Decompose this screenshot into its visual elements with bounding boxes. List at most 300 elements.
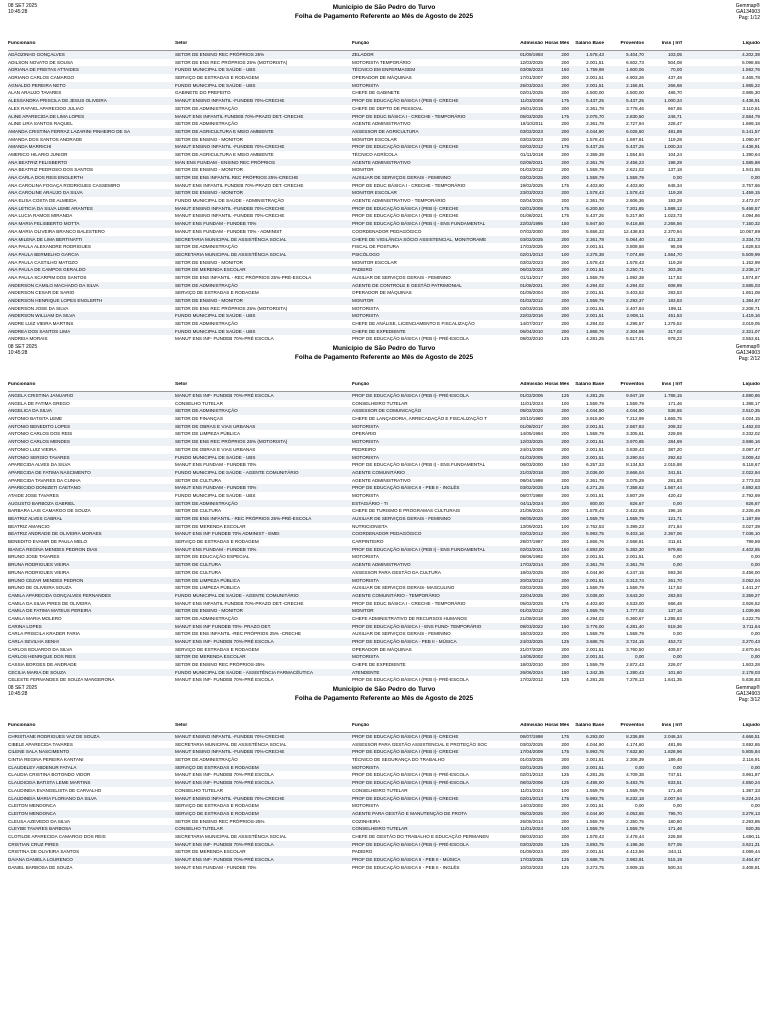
earnings: 4.247,15 bbox=[626, 569, 644, 575]
role: MONITOR bbox=[352, 608, 374, 614]
base-salary: 2.001,51 bbox=[586, 75, 604, 81]
employee-name: ALEX RAFAEL APARECIDO JULIAO bbox=[8, 105, 84, 111]
admission-date: 01/02/2012 bbox=[520, 298, 543, 303]
hours-month: 200 bbox=[561, 757, 569, 763]
inss-irrf: 1.788,15 bbox=[664, 393, 682, 398]
admission-date: 04/11/2024 bbox=[520, 500, 543, 506]
inss-irrf: 70,00 bbox=[670, 67, 682, 73]
employee-name: ATAIDE JOSE TAVARES bbox=[8, 492, 59, 498]
earnings: 2.156,91 bbox=[626, 82, 644, 88]
net-pay: 1.387,33 bbox=[742, 787, 760, 793]
base-salary: 2.001,51 bbox=[586, 423, 604, 429]
role: CONSELHEIRO TUTELAR bbox=[352, 826, 408, 832]
col-setor: Setor bbox=[175, 382, 188, 387]
sector: SETOR DE CULTURA bbox=[175, 569, 222, 575]
sector: MANUT ENS INF- FUNDEB 70%-PRÉ ESCOLA bbox=[175, 393, 274, 398]
employee-name: CARLOS EDUARDO DA SILVA bbox=[8, 646, 73, 652]
sector: MANUT ENS FUNDAM - FUNDEB 70% bbox=[175, 485, 257, 491]
sector: MANUT ENS INF- FUNDEB 70%-PRÉ ESCOLA bbox=[175, 639, 274, 644]
sector: FUNDO MUNICIPAL DE SAÚDE - UBS bbox=[175, 82, 256, 88]
table-row bbox=[8, 400, 760, 408]
admission-date: 05/02/2025 bbox=[520, 810, 543, 816]
inss-irrf: 519,36 bbox=[667, 623, 682, 629]
earnings: 1.554,84 bbox=[626, 151, 644, 157]
admission-date: 17/03/2025 bbox=[520, 244, 543, 250]
sector: MANUT ENSINO INFANTIL -FUNDEB 70%-CRECHE bbox=[175, 749, 285, 755]
role: PROF DE EDUCAÇÃO BÁSICA I - ENS FUND- TEMPORÁRIO bbox=[352, 623, 482, 629]
net-pay: 5.141,57 bbox=[742, 128, 760, 134]
earnings: 5.437,25 bbox=[626, 98, 644, 104]
admission-date: 01/11/2018 bbox=[520, 151, 543, 157]
hours-month: 100 bbox=[561, 523, 569, 529]
base-salary: 1.759,98 bbox=[586, 67, 604, 73]
admission-date: 02/01/2013 bbox=[520, 795, 543, 801]
inss-irrf: 196,16 bbox=[667, 508, 682, 514]
admission-date: 01/09/1993 bbox=[520, 52, 543, 57]
employee-name: ANA PAULA ALEXANDRE RODRIGUES bbox=[8, 244, 91, 250]
hours-month: 200 bbox=[561, 516, 569, 521]
inss-irrf: 420,42 bbox=[667, 492, 682, 498]
earnings: 2.293,37 bbox=[626, 298, 644, 303]
admission-date: 26/06/2024 bbox=[520, 669, 543, 675]
employee-name: ANA LETICIA DA SILVA LEME ARANTES bbox=[8, 205, 93, 211]
earnings: 1.578,43 bbox=[626, 190, 644, 196]
table-row bbox=[8, 825, 760, 833]
base-salary: 5.993,75 bbox=[586, 749, 604, 755]
employee-name: ANA BEATRIZ PEDROSO DOS SANTOS bbox=[8, 167, 94, 173]
admission-date: 12/03/2025 bbox=[520, 439, 543, 445]
role: CHEFE DE ANÁLISE, LICENCIAMENTO E FISCALIZAÇÃO bbox=[352, 321, 475, 327]
earnings: 8.134,53 bbox=[626, 462, 644, 468]
table-row bbox=[8, 653, 760, 661]
table-row bbox=[8, 756, 760, 764]
sector: SETOR DE MERENDA ESCOLAR bbox=[175, 267, 246, 273]
table-row bbox=[8, 205, 760, 213]
employee-name: ANA PAULA SCARPIM DOS SANTOS bbox=[8, 274, 87, 280]
table-row bbox=[8, 407, 760, 415]
table-row bbox=[8, 182, 760, 190]
sector: SETOR DE ADMINISTRAÇÃO bbox=[175, 282, 238, 288]
role: PROF DE EDUCAÇÃO BÁSICA II - PEB II - INGLÊS bbox=[352, 485, 460, 491]
earnings: 3.909,15 bbox=[626, 864, 644, 870]
sector: MANUT ENS FUNDAM - FUNDEB 70% bbox=[175, 462, 257, 468]
net-pay: 1.388,17 bbox=[742, 400, 760, 406]
earnings: 7.074,69 bbox=[626, 251, 644, 257]
hours-month: 150 bbox=[561, 623, 569, 629]
earnings: 4.295,57 bbox=[626, 321, 644, 327]
net-pay: 3.510,35 bbox=[742, 408, 760, 414]
earnings: 9.947,19 bbox=[626, 393, 644, 398]
employee-name: CARLA SEVILHA SENHI bbox=[8, 639, 59, 644]
employee-name: ALINE LIRA SANTOS RAQUEL bbox=[8, 121, 73, 127]
earnings: 5.382,30 bbox=[626, 546, 644, 552]
inss-irrf: 431,33 bbox=[667, 236, 682, 242]
col-funcionario: Funcionário bbox=[8, 382, 36, 387]
base-salary: 4.281,25 bbox=[586, 393, 604, 398]
table-row bbox=[8, 189, 760, 197]
sector: MANUT ENS INFANTIL FUNDEB 70%-PRAZO DET.-CRECHE bbox=[175, 182, 304, 188]
inss-irrf: 1.641,35 bbox=[664, 677, 682, 682]
employee-name: ANGELA DE FATIMA GREGO bbox=[8, 400, 70, 406]
role: TÉCNICO DE SEGURANÇA DO TRABALHO bbox=[352, 757, 445, 763]
net-pay: 3.408,81 bbox=[742, 864, 760, 870]
base-salary: 2.001,51 bbox=[586, 803, 604, 809]
base-salary: 2.001,51 bbox=[586, 59, 604, 65]
base-salary: 1.866,76 bbox=[586, 539, 604, 545]
role: CHEFE DE EXPEDIENTE bbox=[352, 662, 406, 668]
role: ESTAGIÁRIO - TI bbox=[352, 500, 388, 506]
table-row bbox=[8, 569, 760, 577]
admission-date: 03/02/2025 bbox=[520, 485, 543, 491]
col-funcao: Função bbox=[352, 41, 370, 46]
base-salary: 2.001,51 bbox=[586, 305, 604, 311]
base-salary: 3.273,75 bbox=[586, 864, 604, 870]
table-row bbox=[8, 243, 760, 251]
base-salary: 2.001,51 bbox=[586, 267, 604, 273]
table-row bbox=[8, 66, 760, 74]
net-pay: 2.022,94 bbox=[742, 469, 760, 475]
employee-name: BRUNO DE OLIVEIRA SOUZA bbox=[8, 585, 72, 591]
base-salary: 2.001,51 bbox=[586, 446, 604, 452]
net-pay: 10.067,89 bbox=[739, 228, 760, 234]
inss-irrf: 292,62 bbox=[667, 454, 682, 460]
hours-month: 125 bbox=[561, 485, 569, 491]
role: AUXILIAR DE SERVIÇOS GERAIS - FEMININO bbox=[352, 631, 451, 637]
employee-name: CARLA PRISCILA KRADER FARIA bbox=[8, 631, 80, 637]
sector: SETOR DE ENS INFANTIL -REC PRÓPRIOS 25% -CRECHE bbox=[175, 631, 302, 637]
net-pay: 4.892,63 bbox=[742, 485, 760, 491]
earnings: 9.416,88 bbox=[626, 221, 644, 227]
net-pay: 1.585,88 bbox=[742, 159, 760, 165]
employee-name: CRISTINA DE OLIVEIRA SANTOS bbox=[8, 849, 80, 855]
table-body bbox=[8, 51, 760, 341]
system-info bbox=[736, 3, 760, 21]
earnings: 7.358,62 bbox=[626, 485, 644, 491]
admission-date: 18/02/2025 bbox=[520, 569, 543, 575]
employee-name: CLEUSA AZEVEDO DA SILVA bbox=[8, 818, 71, 824]
table-row bbox=[8, 113, 760, 121]
employee-name: CAMILA DA SILVA PIRES DE OLIVEIRA bbox=[8, 600, 91, 606]
role: CHEFE DE EXPEDIENTE bbox=[352, 328, 406, 334]
employee-name: BEATRIZ AMANCIO bbox=[8, 523, 50, 529]
hours-month: 200 bbox=[561, 82, 569, 88]
employee-name: APARECIDA ALVES DA SILVA bbox=[8, 462, 71, 468]
earnings: 1.559,79 bbox=[626, 787, 644, 793]
base-salary: 2.001,51 bbox=[586, 654, 604, 660]
employee-name: ANDERSON JOSE DA SILVA bbox=[8, 305, 69, 311]
inss-irrf: 593,36 bbox=[667, 569, 682, 575]
hours-month: 125 bbox=[561, 336, 569, 341]
role: TÉCNICO EM ENFERMAGEM bbox=[352, 67, 416, 73]
page-header bbox=[0, 682, 768, 722]
sector: SERVIÇO DE ESTRADAS E RODAGEM bbox=[175, 803, 259, 809]
admission-date: 26/05/2014 bbox=[520, 818, 543, 824]
base-salary: 5.993,75 bbox=[586, 795, 604, 801]
base-salary: 1.559,79 bbox=[586, 298, 604, 303]
earnings: 2.872,43 bbox=[626, 662, 644, 668]
hours-month: 200 bbox=[561, 190, 569, 196]
table-row bbox=[8, 282, 760, 290]
employee-name: DANIEL BARBOSA DE SOUZA bbox=[8, 864, 73, 870]
role: AGENTE ADMINISTRATIVO bbox=[352, 121, 411, 127]
hours-month: 200 bbox=[561, 554, 569, 560]
table-row bbox=[8, 212, 760, 220]
hours-month: 150 bbox=[561, 546, 569, 552]
inss-irrf: 0,00 bbox=[673, 554, 682, 560]
net-pay: 4.890,86 bbox=[742, 393, 760, 398]
net-pay: 3.278,13 bbox=[742, 810, 760, 816]
sector: SETOR DE ADMINISTRAÇÃO bbox=[175, 121, 238, 127]
col-proventos: Proventos bbox=[620, 723, 644, 728]
admission-date: 11/03/2008 bbox=[520, 98, 543, 104]
inss-irrf: 453,72 bbox=[667, 639, 682, 644]
hours-month: 175 bbox=[561, 213, 569, 219]
earnings: 4.281,40 bbox=[626, 623, 644, 629]
earnings: 3.724,15 bbox=[626, 639, 644, 644]
hours-month: 200 bbox=[561, 282, 569, 288]
sector: MANUT ENS INF FUNDEB 70%- PRAZO DET. bbox=[175, 623, 272, 629]
sector: MAN ENS FUNDAM - ENSINO REC PRÓPRIOS bbox=[175, 159, 276, 165]
sector: SETOR DE CULTURA bbox=[175, 508, 222, 514]
hours-month: 175 bbox=[561, 734, 569, 739]
hours-month: 200 bbox=[561, 446, 569, 452]
earnings: 2.304,59 bbox=[626, 328, 644, 334]
admission-date: 17/02/2012 bbox=[520, 677, 543, 682]
brand-name: Gemmap® bbox=[735, 3, 760, 9]
employee-name: ANDRE LUIZ VIEIRA MARTINS bbox=[8, 321, 74, 327]
hours-month: 200 bbox=[561, 328, 569, 334]
admission-date: 02/01/2025 bbox=[520, 764, 543, 770]
employee-name: AMANDA DOS SANTOS ANDRADE bbox=[8, 136, 83, 142]
employee-name: CAMILA MARIA MOLERO bbox=[8, 615, 62, 621]
earnings: 2.727,94 bbox=[626, 121, 644, 127]
net-pay: 826,67 bbox=[745, 500, 760, 506]
employee-name: CRISTIAN CRUZ PIRES bbox=[8, 841, 59, 847]
earnings: 5.064,40 bbox=[626, 236, 644, 242]
admission-date: 01/08/2017 bbox=[520, 423, 543, 429]
earnings: 4.294,02 bbox=[626, 282, 644, 288]
hours-month: 200 bbox=[561, 500, 569, 506]
role: PADEIRO bbox=[352, 267, 373, 273]
base-salary: 2.001,51 bbox=[586, 646, 604, 652]
earnings: 1.559,79 bbox=[626, 631, 644, 637]
table-row bbox=[8, 848, 760, 856]
base-salary: 1.559,79 bbox=[586, 608, 604, 614]
earnings: 2.350,75 bbox=[626, 818, 644, 824]
employee-name: CLEYBE TAVARES BARBOSA bbox=[8, 826, 72, 832]
net-pay: 1.592,76 bbox=[742, 67, 760, 73]
role: MOTORISTA bbox=[352, 423, 379, 429]
admission-date: 01/03/2005 bbox=[520, 454, 543, 460]
base-salary: 4.403,60 bbox=[586, 600, 604, 606]
inss-irrf: 137,18 bbox=[667, 167, 682, 173]
inss-irrf: 409,57 bbox=[667, 646, 682, 652]
employee-name: CLAUDIA CRISTINA BOTONDO VIDOR bbox=[8, 772, 91, 778]
net-pay: 1.384,67 bbox=[742, 298, 760, 303]
role: PROF DE EDUCAÇÃO BÁSICA I (PEB I)- CRECHE bbox=[352, 98, 459, 104]
base-salary: 2.001,51 bbox=[586, 849, 604, 855]
earnings: 3.807,29 bbox=[626, 492, 644, 498]
net-pay: 3.456,00 bbox=[742, 569, 760, 575]
role: AUXILIAR DE SERVIÇOS GERAIS - FEMININO bbox=[352, 274, 451, 280]
net-pay: 3.621,31 bbox=[742, 841, 760, 847]
col-setor: Setor bbox=[175, 41, 188, 46]
earnings: 2.001,51 bbox=[626, 554, 644, 560]
base-salary: 2.001,51 bbox=[586, 244, 604, 250]
base-salary: 4.044,90 bbox=[586, 408, 604, 414]
base-salary: 4.044,90 bbox=[586, 741, 604, 747]
base-salary: 6.200,50 bbox=[586, 205, 604, 211]
inss-irrf: 0,00 bbox=[673, 764, 682, 770]
base-salary: 2.001,51 bbox=[586, 439, 604, 445]
table-row bbox=[8, 764, 760, 772]
sector: SECRETARIA MUNICIPAL DE ASSISTÊNCIA SOCIAL bbox=[175, 833, 287, 839]
table-row bbox=[8, 561, 760, 569]
net-pay: 2.178,03 bbox=[742, 669, 760, 675]
sector: MANUT ENSINO INFANTIL -FUNDEB 70%-CRECHE bbox=[175, 205, 285, 211]
table-row bbox=[8, 89, 760, 97]
sector: SERVIÇO DE ESTRADAS E RODAGEM bbox=[175, 539, 259, 545]
role: PROF DE EDUCAÇÃO BÁSICA - PEB II - MÚSICA bbox=[352, 639, 457, 644]
role: ASSESSOR DE COMUNICAÇÃO bbox=[352, 408, 422, 414]
earnings: 4.198,36 bbox=[626, 841, 644, 847]
earnings: 1.280,43 bbox=[626, 669, 644, 675]
admission-date: 03/02/2025 bbox=[520, 236, 543, 242]
table-row bbox=[8, 646, 760, 654]
net-pay: 2.584,79 bbox=[742, 113, 760, 119]
admission-date: 14/07/2017 bbox=[520, 321, 543, 327]
inss-irrf: 119,28 bbox=[668, 136, 682, 142]
admission-date: 01/11/2017 bbox=[520, 274, 543, 280]
role: PROF DE EDUCAÇÃO BÁSICA I (PEB I)- PRÉ-ESCOLA bbox=[352, 841, 469, 847]
hours-month: 200 bbox=[561, 818, 569, 824]
employee-name: AMERICO HILARIO JUNIOR bbox=[8, 151, 68, 157]
base-salary: 4.281,25 bbox=[586, 677, 604, 682]
role: MOTORISTA bbox=[352, 305, 379, 311]
employee-name: CECILIA MARIA DE SOUZA bbox=[8, 669, 66, 675]
net-pay: 0,00 bbox=[751, 554, 760, 560]
net-pay: 3.052,04 bbox=[742, 577, 760, 583]
employee-name: APARECIDA DE FATIMA NASCIMENTO bbox=[8, 469, 91, 475]
admission-date: 01/09/2004 bbox=[520, 290, 543, 296]
sector: SETOR DE MERENDA ESCOLAR bbox=[175, 523, 246, 529]
table-row bbox=[8, 507, 760, 515]
col-proventos: Proventos bbox=[620, 41, 644, 46]
hours-month: 200 bbox=[561, 741, 569, 747]
earnings: 4.174,60 bbox=[626, 741, 644, 747]
hours-month: 200 bbox=[561, 416, 569, 422]
admission-date: 21/07/2020 bbox=[520, 646, 543, 652]
municipality-name: Município de São Pedro do Turvo bbox=[332, 345, 436, 352]
table-row bbox=[8, 82, 760, 90]
employee-name: ANA PAULA DE CAMPOS GERALDO bbox=[8, 267, 86, 273]
table-row bbox=[8, 538, 760, 546]
admission-date: 24/01/2008 bbox=[520, 446, 543, 452]
table-row bbox=[8, 289, 760, 297]
employee-name: BEATRIZ ANDRADE DE OLIVEIRA MORAES bbox=[8, 531, 102, 537]
earnings: 3.760,50 bbox=[626, 646, 644, 652]
net-pay: 3.685,03 bbox=[742, 282, 760, 288]
inss-irrf: 137,16 bbox=[667, 608, 682, 614]
table-row bbox=[8, 151, 760, 159]
inss-irrf: 117,52 bbox=[668, 274, 682, 280]
table-row bbox=[8, 74, 760, 82]
table-row bbox=[8, 787, 760, 795]
employee-name: ANDERSON CESAR DE SARIO bbox=[8, 290, 75, 296]
report-code: GA134903 bbox=[736, 691, 760, 697]
base-salary: 1.559,79 bbox=[586, 585, 604, 591]
base-salary: 4.281,25 bbox=[586, 772, 604, 778]
employee-name: ANA LUCIA RAMOS MIRANDA bbox=[8, 213, 73, 219]
inss-irrf: 1.000,34 bbox=[664, 144, 682, 150]
inss-irrf: 317,02 bbox=[667, 328, 682, 334]
net-pay: 1.441,27 bbox=[742, 585, 760, 591]
hours-month: 200 bbox=[561, 508, 569, 514]
base-salary: 3.776,00 bbox=[586, 623, 604, 629]
admission-date: 03/02/2025 bbox=[520, 175, 543, 180]
earnings: 7.632,80 bbox=[626, 749, 644, 755]
earnings: 4.500,00 bbox=[626, 90, 644, 96]
employee-name: ANA MARIA FELISBERTO MOTTA bbox=[8, 221, 80, 227]
sector: SETOR DE ADMINISTRAÇÃO bbox=[175, 757, 238, 763]
earnings: 5.404,70 bbox=[626, 52, 644, 57]
hours-month: 200 bbox=[561, 313, 569, 319]
employee-name: BRUNA RODRIGUES VIEIRA bbox=[8, 562, 70, 568]
employee-name: AUGUSTO BARBOZA GABRIEL bbox=[8, 500, 75, 506]
hours-month: 200 bbox=[561, 121, 569, 127]
employee-name: ANA MARIA OLIVEIRA BRANCO BALESTERO bbox=[8, 228, 105, 234]
earnings: 3.250,71 bbox=[626, 267, 644, 273]
sector: SETOR DE ENSINO - MONITOR bbox=[175, 190, 243, 196]
table-row bbox=[8, 423, 760, 431]
sector: SETOR DE ENS INFANTIL - REC PRÓPRIOS 25%-PRÉ-ESCOLA bbox=[175, 274, 312, 280]
employee-name: CAMILA DE FATIMA MATEUS PEREIRA bbox=[8, 608, 92, 614]
inss-irrf: 226,07 bbox=[667, 662, 682, 668]
inss-irrf: 199,11 bbox=[668, 305, 682, 311]
employee-name: APARECIDA TAVARES DA CUNHA bbox=[8, 477, 81, 483]
inss-irrf: 1.023,73 bbox=[664, 213, 682, 219]
inss-irrf: 0,00 bbox=[673, 631, 682, 637]
base-salary: 1.559,79 bbox=[586, 175, 604, 180]
employee-name: AGNALDO PEREIRA NETO bbox=[8, 82, 66, 88]
sector: GABINETE DO PREFEITO bbox=[175, 90, 231, 96]
hours-month: 200 bbox=[561, 431, 569, 437]
role: PROF DE EDUCAÇÃO BÁSICA II - PEB II - INGLÊS bbox=[352, 864, 460, 870]
role: COORDENADOR PEDAGÓGICO bbox=[352, 228, 422, 234]
base-salary: 1.578,43 bbox=[586, 833, 604, 839]
inss-irrf: 645,34 bbox=[667, 182, 682, 188]
role: PROF DE EDUCAÇÃO BÁSICA I (PEB I)- PRÉ-ESCOLA bbox=[352, 677, 469, 682]
base-salary: 1.578,43 bbox=[586, 259, 604, 265]
earnings: 2.478,44 bbox=[626, 833, 644, 839]
base-salary: 1.578,43 bbox=[586, 52, 604, 57]
inss-irrf: 171,46 bbox=[667, 826, 682, 832]
sector: SERVIÇO DE ESTRADAS E RODAGEM bbox=[175, 646, 259, 652]
sector: SETOR DE ENSINO - MONITOR bbox=[175, 298, 243, 303]
inss-irrf: 95,08 bbox=[670, 244, 682, 250]
inss-irrf: 387,20 bbox=[667, 446, 682, 452]
role: FISCAL DE POSTURA bbox=[352, 244, 400, 250]
earnings: 1.559,79 bbox=[626, 585, 644, 591]
admission-date: 25/03/2024 bbox=[520, 82, 543, 88]
role: PROF DE EDUC BÁSICA I - CRECHE - TEMPORÁRIO bbox=[352, 600, 466, 606]
admission-date: 01/08/2021 bbox=[520, 282, 543, 288]
sector: MANUT ENS INF- FUNDEB 70%-PRÉ ESCOLA bbox=[175, 336, 274, 341]
employee-name: CARLOS HENRIQUE DOS REIS bbox=[8, 654, 76, 660]
employee-name: ANA PAULA CASTILHO MATOZO bbox=[8, 259, 78, 265]
base-salary: 3.036,00 bbox=[586, 469, 604, 475]
admission-date: 08/06/1992 bbox=[520, 554, 543, 560]
